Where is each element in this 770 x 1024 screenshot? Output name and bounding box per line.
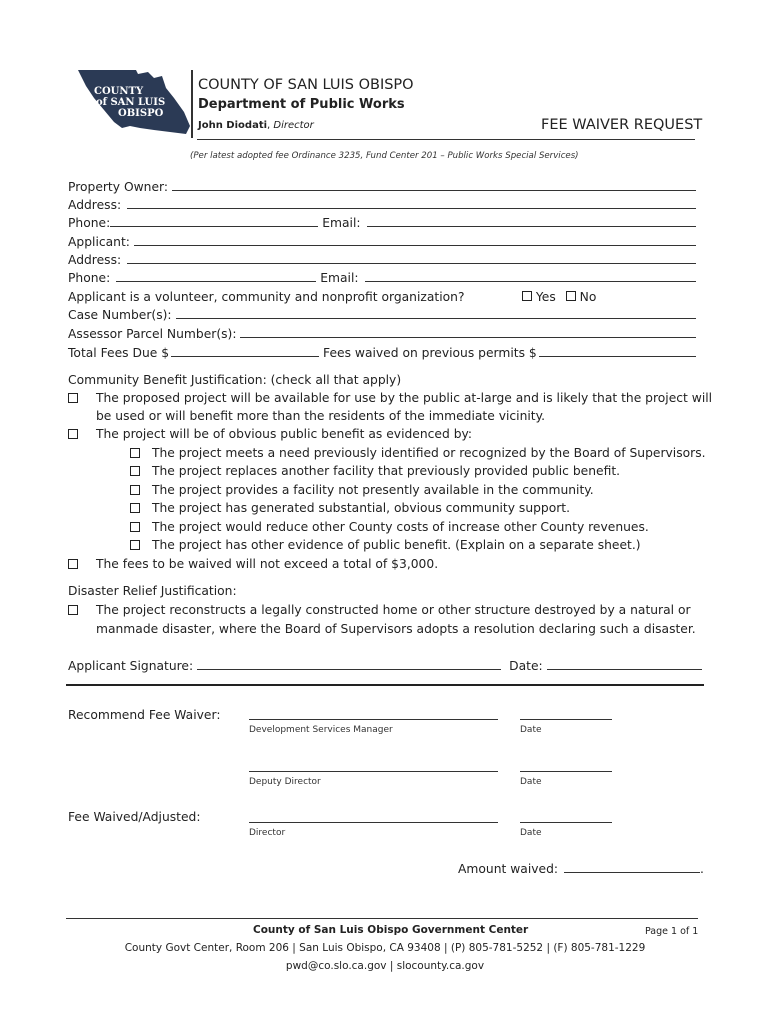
total-fees-input[interactable] bbox=[171, 344, 319, 357]
header-divider bbox=[191, 70, 193, 138]
applicant-row bbox=[68, 233, 696, 251]
fees-row bbox=[68, 344, 696, 362]
disaster-item-checkbox[interactable] bbox=[68, 605, 78, 615]
community-heading: Community Benefit Justification: (check all that apply) bbox=[68, 373, 402, 387]
yes-label: Yes bbox=[535, 290, 556, 304]
signature-date-label: Date: bbox=[509, 659, 543, 673]
community-item-3-checkbox[interactable] bbox=[68, 559, 78, 569]
address-row-1 bbox=[68, 196, 696, 214]
signature-date-input[interactable] bbox=[547, 657, 702, 670]
parcel-numbers-row bbox=[68, 325, 696, 343]
applicant-input[interactable] bbox=[134, 233, 696, 246]
subtitle: (Per latest adopted fee Ordinance 3235, Fund Center 201 – Public Works Special Services) bbox=[190, 151, 579, 161]
amount-waived-label: Amount waived: bbox=[458, 862, 559, 876]
fees-waived-prev-input[interactable] bbox=[539, 344, 696, 357]
header-rule bbox=[197, 139, 695, 140]
volunteer-row bbox=[68, 288, 696, 306]
amount-waived-input[interactable] bbox=[564, 860, 700, 873]
deputy-director-date-caption: Date bbox=[520, 777, 542, 787]
director-date-line[interactable] bbox=[520, 822, 612, 823]
footer-center-name: County of San Luis Obispo Government Center bbox=[253, 924, 529, 936]
director-separator: , bbox=[267, 120, 274, 131]
no-label: No bbox=[579, 290, 597, 304]
sub-item-3-checkbox[interactable] bbox=[130, 485, 140, 495]
case-numbers-input[interactable] bbox=[176, 306, 696, 319]
phone-input-2[interactable] bbox=[116, 269, 316, 282]
property-owner-input[interactable] bbox=[172, 178, 696, 191]
dev-manager-date-line[interactable] bbox=[520, 719, 612, 720]
applicant-label: Applicant: bbox=[68, 235, 130, 249]
property-owner-row bbox=[68, 178, 696, 196]
sub-item-5-checkbox[interactable] bbox=[130, 522, 140, 532]
applicant-signature-input[interactable] bbox=[197, 657, 501, 670]
email-input-1[interactable] bbox=[367, 214, 696, 227]
phone-label-1: Phone: bbox=[68, 216, 111, 230]
community-item-2-checkbox[interactable] bbox=[68, 429, 78, 439]
sub-item-4-checkbox[interactable] bbox=[130, 503, 140, 513]
sub-item-6-checkbox[interactable] bbox=[130, 540, 140, 550]
community-item-1-checkbox[interactable] bbox=[68, 393, 78, 403]
director-caption: Director bbox=[249, 828, 286, 838]
fee-waived-label: Fee Waived/Adjusted: bbox=[68, 810, 201, 824]
sub-item-5: The project would reduce other County costs of increase other County revenues. bbox=[152, 520, 649, 534]
applicant-signature-row bbox=[68, 657, 702, 675]
email-label-1: Email: bbox=[322, 216, 361, 230]
dev-manager-date-caption: Date bbox=[520, 725, 542, 735]
community-item-1-line-2: be used or will benefit more than the residents of the immediate vicinity. bbox=[96, 409, 546, 423]
address-input-2[interactable] bbox=[127, 251, 696, 264]
deputy-director-date-line[interactable] bbox=[520, 771, 612, 772]
yes-checkbox[interactable] bbox=[522, 291, 532, 301]
footer-rule bbox=[66, 918, 698, 919]
fees-waived-prev-label: Fees waived on previous permits $ bbox=[323, 346, 537, 360]
sub-item-2: The project replaces another facility that previously provided public benefit. bbox=[152, 464, 621, 478]
volunteer-options bbox=[522, 288, 596, 306]
footer-contact: pwd@co.slo.ca.gov | slocounty.ca.gov bbox=[285, 960, 485, 972]
parcel-numbers-input[interactable] bbox=[240, 325, 696, 338]
director-sign-line[interactable] bbox=[249, 822, 498, 823]
county-logo bbox=[74, 68, 194, 140]
logo-text-obispo: OBISPO bbox=[118, 108, 164, 119]
phone-label-2: Phone: bbox=[68, 271, 111, 285]
director-title: Director bbox=[273, 120, 314, 131]
case-numbers-label: Case Number(s): bbox=[68, 308, 172, 322]
sub-item-1-checkbox[interactable] bbox=[130, 448, 140, 458]
community-item-3: The fees to be waived will not exceed a total of $3,000. bbox=[96, 557, 439, 571]
address-input-1[interactable] bbox=[127, 196, 696, 209]
sub-item-4: The project has generated substantial, obvious community support. bbox=[152, 501, 571, 515]
disaster-item-line-1: The project reconstructs a legally constructed home or other structure destroyed by a natural or bbox=[96, 603, 691, 617]
email-label-2: Email: bbox=[320, 271, 359, 285]
applicant-signature-label: Applicant Signature: bbox=[68, 659, 194, 673]
total-fees-label: Total Fees Due $ bbox=[68, 346, 170, 360]
logo-text-county: COUNTY bbox=[94, 86, 144, 97]
disaster-item-line-2: manmade disaster, where the Board of Supervisors adopts a resolution declaring such a disaster. bbox=[96, 622, 696, 636]
amount-waived-period: . bbox=[699, 862, 704, 876]
case-numbers-row bbox=[68, 306, 696, 324]
address-label-2: Address: bbox=[68, 253, 122, 267]
form-title: FEE WAIVER REQUEST bbox=[541, 117, 703, 133]
director-name: John Diodati bbox=[198, 120, 268, 131]
department-name: Department of Public Works bbox=[198, 97, 405, 112]
disaster-heading: Disaster Relief Justification: bbox=[68, 584, 237, 598]
county-name: COUNTY OF SAN LUIS OBISPO bbox=[198, 77, 414, 93]
deputy-director-caption: Deputy Director bbox=[249, 777, 321, 787]
phone-email-row-2 bbox=[68, 269, 696, 287]
phone-email-row-1 bbox=[68, 214, 696, 232]
sub-item-3: The project provides a facility not presently available in the community. bbox=[152, 483, 594, 497]
sub-item-2-checkbox[interactable] bbox=[130, 466, 140, 476]
sub-item-1: The project meets a need previously identified or recognized by the Board of Supervisors. bbox=[152, 446, 706, 460]
director-date-caption: Date bbox=[520, 828, 542, 838]
address-row-2 bbox=[68, 251, 696, 269]
phone-input-1[interactable] bbox=[110, 214, 318, 227]
parcel-numbers-label: Assessor Parcel Number(s): bbox=[68, 327, 237, 341]
footer-page-number: Page 1 of 1 bbox=[645, 926, 699, 937]
director-line bbox=[198, 120, 314, 131]
email-input-2[interactable] bbox=[365, 269, 696, 282]
signature-divider bbox=[66, 684, 704, 686]
volunteer-question: Applicant is a volunteer, community and nonprofit organization? bbox=[68, 290, 465, 304]
community-item-2: The project will be of obvious public benefit as evidenced by: bbox=[96, 427, 473, 441]
property-owner-label: Property Owner: bbox=[68, 180, 169, 194]
amount-waived-row bbox=[458, 860, 704, 878]
recommend-label: Recommend Fee Waiver: bbox=[68, 708, 221, 722]
dev-manager-caption: Development Services Manager bbox=[249, 725, 393, 735]
logo-text-of-san-luis: of SAN LUIS bbox=[96, 97, 166, 108]
sub-item-6: The project has other evidence of public benefit. (Explain on a separate sheet.) bbox=[152, 538, 641, 552]
community-item-1-line-1: The proposed project will be available for use by the public at-large and is likely that the project will bbox=[96, 391, 713, 405]
footer-address: County Govt Center, Room 206 | San Luis Obispo, CA 93408 | (P) 805-781-5252 | (F) 805-781-1229 bbox=[124, 942, 646, 954]
deputy-director-sign-line[interactable] bbox=[249, 771, 498, 772]
address-label-1: Address: bbox=[68, 198, 122, 212]
no-checkbox[interactable] bbox=[566, 291, 576, 301]
dev-manager-sign-line[interactable] bbox=[249, 719, 498, 720]
